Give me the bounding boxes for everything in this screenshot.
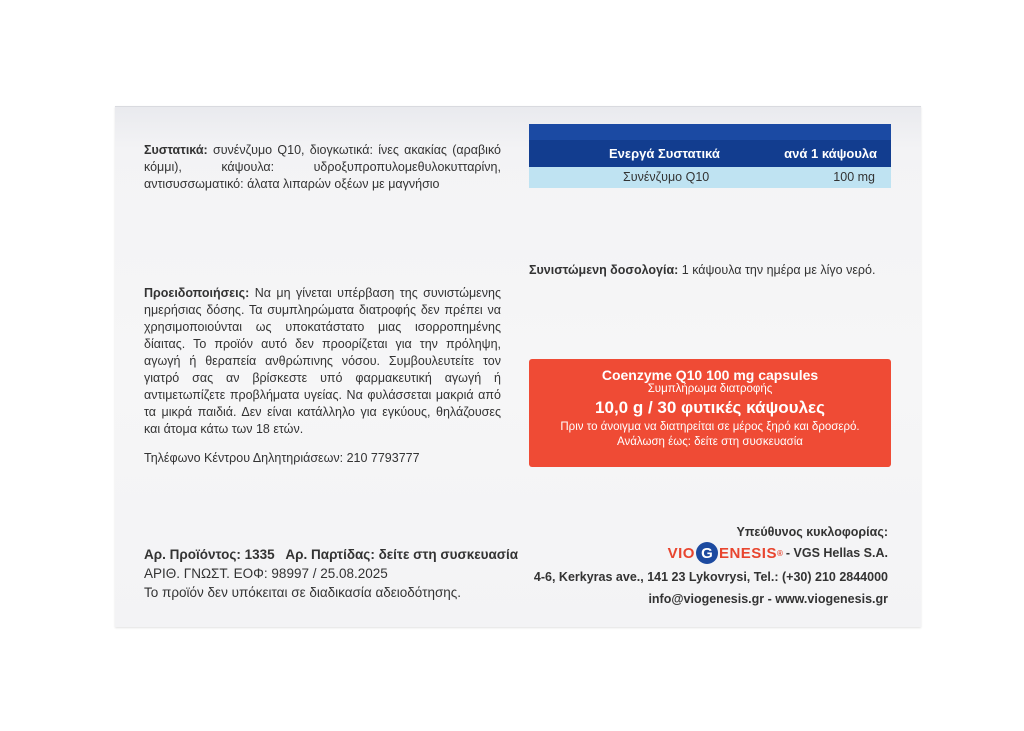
package-back-panel bbox=[115, 106, 921, 627]
table-header-right: ανά 1 κάψουλα bbox=[784, 146, 877, 161]
table-header bbox=[529, 140, 891, 167]
company-web: info@viogenesis.gr - www.viogenesis.gr bbox=[648, 592, 888, 606]
product-info-box bbox=[529, 359, 891, 467]
warnings-label: Προειδοποιήσεις: bbox=[144, 286, 250, 300]
table-cell-ingredient: Συνένζυμο Q10 bbox=[623, 170, 710, 184]
warnings-body: Να μη γίνεται υπέρβαση της συνιστώμενης ημερήσιας δόσης. Τα συμπληρώματα διατροφής δεν πρέπει να χρησιμοποιούνται ως υποκατάστατο μιας ισορροπημένης δίαιτας. Το προϊόν αυτό δεν προορίζεται για την πρόληψη, αγωγή ή θεραπεία ανθρώπινης νόσου. Συμβουλευτείτε τον γιατρό σας αν βρίσκεστε υπό φαρμακευτική αγωγή ή αντιμετωπίζετε προβλήματα υγείας. Να φυλάσσεται μακριά από τα μικρά παιδιά. Δεν είναι κατάλληλο για εγκύους, θηλάζουσες και άτομα κάτω των 18 ετών. bbox=[144, 286, 501, 436]
poison-center-phone: Τηλέφωνο Κέντρου Δηλητηριάσεων: 210 7793777 bbox=[144, 451, 420, 465]
company-logo bbox=[668, 542, 888, 564]
company-address: 4-6, Kerkyras ave., 141 23 Lykovrysi, Tel.: (+30) 210 2844000 bbox=[533, 570, 888, 584]
eof-number: ΑΡΙΘ. ΓΝΩΣΤ. ΕΟΦ: 98997 / 25.08.2025 bbox=[144, 566, 388, 581]
dosage-body: 1 κάψουλα την ημέρα με λίγο νερό. bbox=[678, 263, 876, 277]
active-ingredients-table bbox=[529, 124, 891, 188]
product-number: Αρ. Προϊόντος: 1335 bbox=[144, 547, 275, 562]
warnings-text bbox=[144, 285, 501, 438]
storage-note: Πριν το άνοιγμα να διατηρείται σε μέρος ξηρό και δροσερό. bbox=[560, 421, 860, 433]
table-row bbox=[529, 167, 891, 188]
expiry-note: Ανάλωση έως: δείτε στη συσκευασία bbox=[617, 436, 803, 448]
product-batch-line bbox=[144, 545, 524, 564]
table-header-left: Ενεργά Συστατικά bbox=[609, 146, 720, 161]
ingredients-body: συνένζυμο Q10, διογκωτικά: ίνες ακακίας (αραβικό κόμμι), κάψουλα: υδροξυπροπυλομεθυλοκυτταρίνη, αντισυσσωματικό: άλατα λιπαρών οξέων με μαγνήσιο bbox=[144, 143, 501, 191]
table-cell-amount: 100 mg bbox=[833, 170, 875, 184]
dosage-label: Συνιστώμενη δοσολογία: bbox=[529, 263, 679, 277]
table-top-band bbox=[529, 124, 891, 140]
license-note: Το προϊόν δεν υπόκειται σε διαδικασία αδειοδότησης. bbox=[144, 585, 462, 600]
ingredients-label: Συστατικά: bbox=[144, 143, 208, 157]
product-title: Coenzyme Q10 100 mg capsules bbox=[601, 367, 819, 383]
dosage-text bbox=[529, 262, 909, 279]
logo-g-icon: G bbox=[696, 542, 718, 564]
logo-vio: VIO bbox=[667, 544, 695, 562]
registered-mark: ® bbox=[776, 548, 783, 558]
company-name: - VGS Hellas S.A. bbox=[785, 546, 888, 560]
product-codes bbox=[144, 545, 524, 602]
batch-number: Αρ. Παρτίδας: δείτε στη συσκευασία bbox=[285, 547, 519, 562]
ingredients-text bbox=[144, 142, 501, 193]
logo-enesis: ENESIS bbox=[718, 544, 777, 562]
product-quantity: 10,0 g / 30 φυτικές κάψουλες bbox=[595, 398, 825, 417]
product-subtitle: Συμπλήρωμα διατροφής bbox=[647, 383, 773, 395]
responsible-label: Υπεύθυνος κυκλοφορίας: bbox=[736, 525, 888, 539]
